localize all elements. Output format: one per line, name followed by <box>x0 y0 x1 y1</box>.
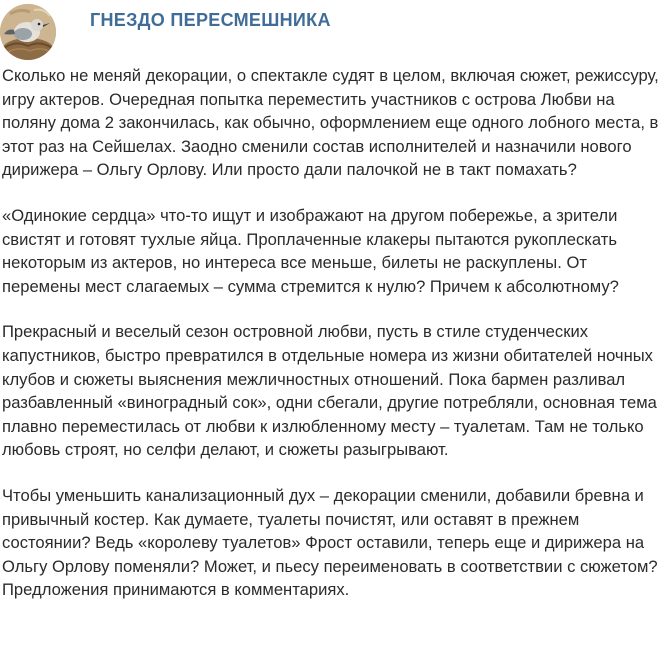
channel-name[interactable]: ГНЕЗДО ПЕРЕСМЕШНИКА <box>90 10 331 30</box>
article-paragraph: Сколько не меняй декорации, о спектакле судят в целом, включая сюжет, режиссуру, игру актеров. Очередная попытка переместить участников с острова Любви на поляну дома 2 закончилась, как обычно, оформлением еще одного лобного места, в этот раз на Сейшелах. Заодно сменили состав исполнителей и назначили нового дирижера – Ольгу Орлову. Или просто дали палочкой не в такт помахать? <box>2 66 659 180</box>
post-header <box>0 0 670 64</box>
channel-avatar[interactable] <box>0 4 56 60</box>
article-paragraph: «Одинокие сердца» что-то ищут и изображают на другом побережье, а зрители свистят и готовят тухлые яйца. Проплаченные клакеры пытаются рукоплескать некоторым из актеров, но интереса все меньше, билеты не раскуплены. От перемены мест слагаемых – сумма стремится к нулю? Причем к абсолютному? <box>2 205 619 296</box>
article-paragraph: Чтобы уменьшить канализационный дух – декорации сменили, добавили бревна и привычный костер. Как думаете, туалеты почистят, или оставят в прежнем состоянии? Ведь «королеву туалетов» Фрост оставили, теперь еще и дирижера на Ольгу Орлову поменяли? Может, и пьесу переименовать в соответствии с сюжетом? Предложения принимаются в комментариях. <box>2 485 658 600</box>
mockingbird-nest-avatar-icon <box>0 4 56 60</box>
article-body <box>2 64 668 624</box>
article-paragraph: Прекрасный и веселый сезон островной любви, пусть в стиле студенческих капустников, быстро превратился в отдельные номера из жизни обитателей ночных клубов и сюжеты выяснения межличностных отношений. Пока бармен разливал разбавленный «виноградный сок», одни сбегали, другие потребляли, основная тема плавно переместилась от любви к излюбленному месту – туалетам. Там не только любовь строят, но селфи делают, и сюжеты разыгрывают. <box>2 322 657 460</box>
